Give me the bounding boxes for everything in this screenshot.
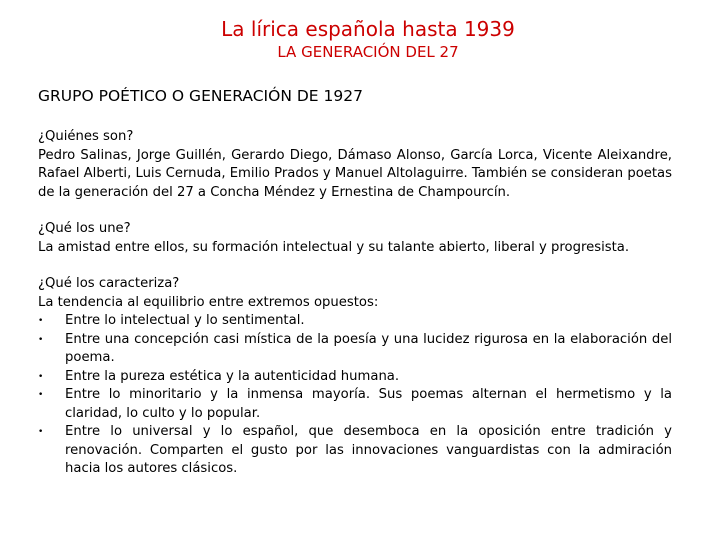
list-item-text: Entre la pureza estética y la autenticidad humana. (65, 368, 400, 384)
slide-subtitle: LA GENERACIÓN DEL 27 (277, 43, 459, 61)
bullet-icon: • (38, 334, 44, 345)
slide-title: La lírica española hasta 1939 (221, 17, 515, 41)
section-unites (38, 220, 672, 257)
question-who: ¿Quiénes son? (38, 129, 134, 144)
bullet-icon: • (38, 390, 44, 400)
answer-who: Pedro Salinas, Jorge Guillén, Gerardo Diego, Dámaso Alonso, García Lorca, Vicente Aleixandre, Rafael Alberti, Luis Cernuda, Emilio Prados y Manuel Altolaguirre. También se consideran poetas de la generación del 27 a Concha Méndez y Ernestina de Champourcín. (38, 147, 672, 200)
list-item-text: Entre lo minoritario y la inmensa mayoría. Sus poemas alternan el hermetismo y la claridad, lo culto y lo popular. (65, 387, 672, 421)
question-characterizes: ¿Qué los caracteriza? (38, 276, 180, 291)
list-item (38, 368, 672, 387)
bullet-icon: • (38, 316, 44, 326)
characteristics-list (38, 312, 672, 479)
list-item (38, 386, 672, 423)
answer-unites: La amistad entre ellos, su formación intelectual y su talante abierto, liberal y progresista. (38, 239, 630, 255)
list-item-text: Entre una concepción casi mística de la poesía y una lucidez rigurosa en la elaboración del poema. (65, 331, 672, 365)
section-heading: GRUPO POÉTICO O GENERACIÓN DE 1927 (38, 87, 363, 105)
list-item (38, 331, 672, 368)
list-item-text: Entre lo universal y lo español, que desemboca en la oposición entre tradición y renovación. Comparten el gusto por las innovaciones vanguardistas con la admiración hacia los autores clásicos. (65, 424, 672, 476)
list-item (38, 423, 672, 479)
list-item-text: Entre lo intelectual y lo sentimental. (65, 313, 305, 328)
slide-body (38, 128, 672, 497)
bullet-icon: • (38, 371, 44, 382)
section-who (38, 128, 672, 202)
answer-characterizes: La tendencia al equilibrio entre extremos opuestos: (38, 294, 379, 310)
section-characterizes (38, 275, 672, 479)
question-unites: ¿Qué los une? (38, 221, 131, 236)
list-item (38, 312, 672, 331)
bullet-icon: • (38, 427, 44, 437)
